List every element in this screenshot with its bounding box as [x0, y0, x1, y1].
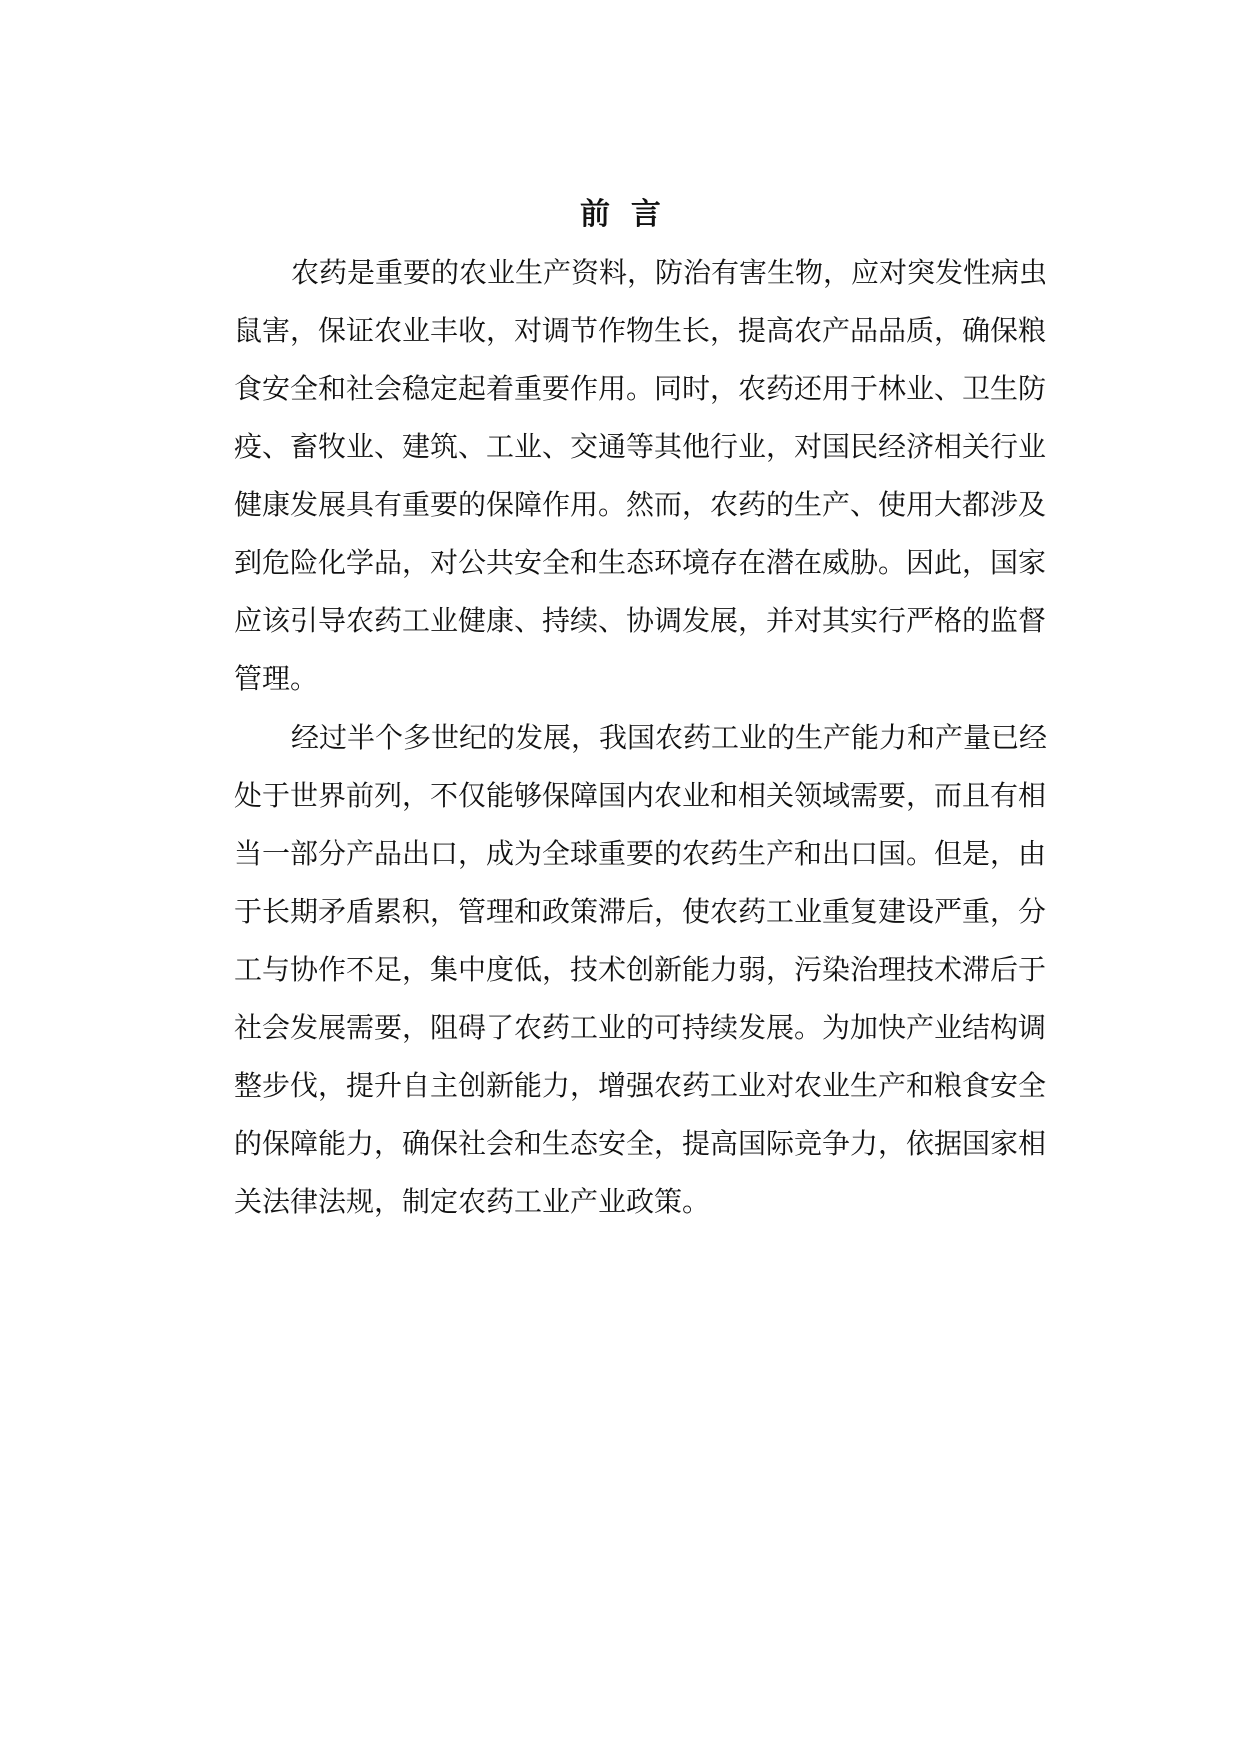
paragraph-line: 处于世界前列，不仅能够保障国内农业和相关领域需要，而且有相	[234, 779, 1047, 812]
paragraph-line: 社会发展需要，阻碍了农药工业的可持续发展。为加快产业结构调	[234, 1011, 1047, 1044]
paragraph-line: 农药是重要的农业生产资料，防治有害生物，应对突发性病虫	[291, 256, 1048, 289]
paragraph	[234, 709, 1048, 1231]
page-title: 前 言	[580, 197, 661, 232]
paragraph-line: 当一部分产品出口，成为全球重要的农药生产和出口国。但是，由	[234, 837, 1047, 870]
paragraph-line: 的保障能力，确保社会和生态安全，提高国际竞争力，依据国家相	[234, 1127, 1047, 1160]
paragraph-line: 工与协作不足，集中度低，技术创新能力弱，污染治理技术滞后于	[234, 953, 1047, 986]
paragraph-line: 应该引导农药工业健康、持续、协调发展，并对其实行严格的监督	[234, 604, 1047, 637]
paragraph-line: 经过半个多世纪的发展，我国农药工业的生产能力和产量已经	[291, 721, 1048, 754]
paragraph-line: 管理。	[234, 662, 319, 695]
paragraph-line: 于长期矛盾累积，管理和政策滞后，使农药工业重复建设严重，分	[234, 895, 1047, 928]
paragraph-line: 食安全和社会稳定起着重要作用。同时，农药还用于林业、卫生防	[234, 372, 1047, 405]
paragraph-line: 鼠害，保证农业丰收，对调节作物生长，提高农产品品质，确保粮	[234, 314, 1047, 347]
paragraph-line: 疫、畜牧业、建筑、工业、交通等其他行业，对国民经济相关行业	[234, 430, 1047, 463]
paragraph-line: 健康发展具有重要的保障作用。然而，农药的生产、使用大都涉及	[234, 488, 1047, 521]
paragraph-line: 整步伐，提升自主创新能力，增强农药工业对农业生产和粮食安全	[234, 1069, 1047, 1102]
paragraph-line: 到危险化学品，对公共安全和生态环境存在潜在威胁。因此，国家	[234, 546, 1047, 579]
paragraph	[234, 244, 1048, 708]
paragraph-line: 关法律法规，制定农药工业产业政策。	[234, 1185, 711, 1218]
